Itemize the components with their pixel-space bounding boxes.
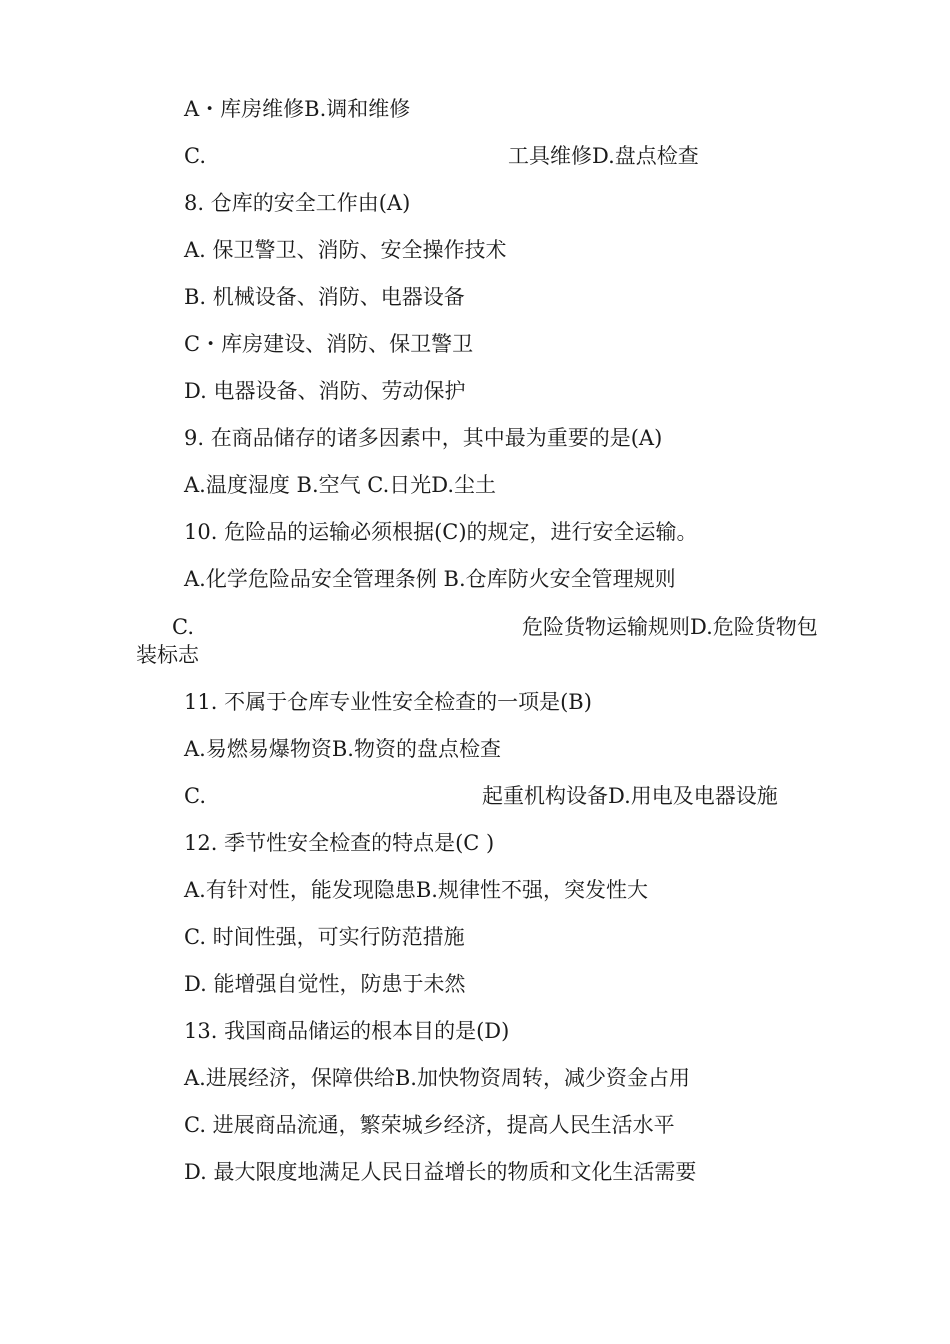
option-label-q11-c: C. — [184, 784, 206, 808]
question-9: 9. 在商品储存的诸多因素中，其中最为重要的是(A) — [184, 426, 663, 450]
option-q8-b: B. 机械设备、消防、电器设备 — [184, 285, 465, 309]
options-q10-cd: 危险货物运输规则D.危险货物包 — [522, 615, 818, 639]
question-12: 12. 季节性安全检查的特点是(C ) — [184, 831, 495, 855]
question-8: 8. 仓库的安全工作由(A) — [184, 191, 411, 215]
option-q8-c: C・库房建设、消防、保卫警卫 — [184, 332, 474, 356]
option-q13-c: C. 进展商品流通，繁荣城乡经济，提高人民生活水平 — [184, 1113, 675, 1137]
question-11: 11. 不属于仓库专业性安全检查的一项是(B) — [184, 690, 592, 714]
option-line-q7-cd: 工具维修D.盘点检查 — [508, 144, 699, 168]
options-q11-cd: 起重机构设备D.用电及电器设施 — [482, 784, 778, 808]
options-q9: A.温度湿度 B.空气 C.日光D.尘土 — [184, 473, 497, 497]
option-line-q7-ab: A・库房维修B.调和维修 — [184, 97, 411, 121]
option-q8-a: A. 保卫警卫、消防、安全操作技术 — [184, 238, 507, 262]
question-13: 13. 我国商品储运的根本目的是(D) — [184, 1019, 510, 1043]
options-q10-continuation: 装标志 — [136, 643, 199, 667]
option-q8-d: D. 电器设备、消防、劳动保护 — [184, 379, 466, 403]
option-q13-d: D. 最大限度地满足人民日益增长的物质和文化生活需要 — [184, 1160, 697, 1184]
options-q13-ab: A.进展经济，保障供给B.加快物资周转，减少资金占用 — [184, 1066, 690, 1090]
options-q11-ab: A.易燃易爆物资B.物资的盘点检查 — [184, 737, 501, 761]
question-10: 10. 危险品的运输必须根据(C)的规定，进行安全运输。 — [184, 520, 698, 544]
option-q12-d: D. 能增强自觉性，防患于未然 — [184, 972, 466, 996]
option-label-q7-c: C. — [184, 144, 206, 168]
option-q12-c: C. 时间性强，可实行防范措施 — [184, 925, 465, 949]
options-q10-ab: A.化学危险品安全管理条例 B.仓库防火安全管理规则 — [184, 567, 676, 591]
option-label-q10-c: C. — [172, 615, 194, 639]
options-q12-ab: A.有针对性，能发现隐患B.规律性不强，突发性大 — [184, 878, 648, 902]
